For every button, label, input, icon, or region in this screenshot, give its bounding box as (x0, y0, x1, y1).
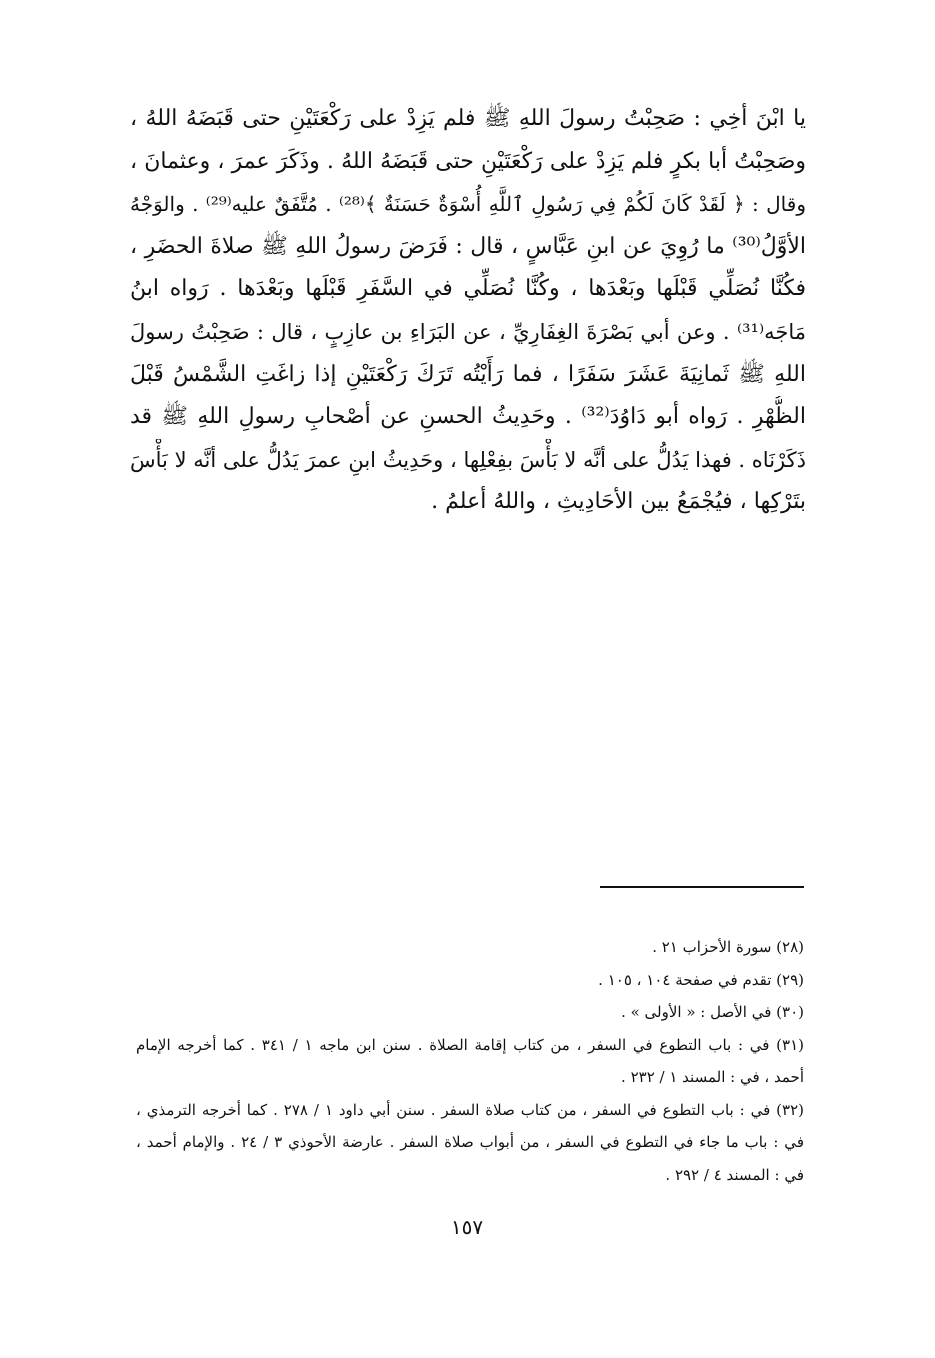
footnote-31-continued: أحمد ، في : المسند ١ / ٢٣٢ . (621, 1068, 804, 1086)
text-line: وقال : ﴿ لَقَدْ كَانَ لَكُمْ فِي رَسُولِ ٱللَّهِ أُسْوَةٌ حَسَنَةٌ ﴾⁽²⁸⁾ . مُتَّفَقٌ عليه⁽²⁹⁾ . والوَجْهُ (130, 192, 806, 217)
footnote-30: (٣٠) في الأصل : « الأولى » . (621, 1003, 804, 1021)
main-text (130, 98, 806, 524)
footnotes (136, 931, 804, 1191)
text-line: ذَكَرْنَاه . فهذا يَدُلُّ على أنَّه لا بَأْسَ بفِعْلِها ، وحَدِيثُ ابنِ عمرَ يَدُلُّ على أنَّه لا بَأْسَ (130, 447, 806, 472)
text-line: بتَرْكِها ، فيُجْمَعُ بين الأحَادِيثِ ، واللهُ أعلمُ . (431, 489, 806, 515)
text-line: مَاجَه⁽³¹⁾ . وعن أبي بَصْرَةَ الغِفَارِيِّ ، عن البَرَاءِ بن عازِبٍ ، قال : صَحِبْتُ رسولَ (130, 319, 806, 344)
text-line: فكُنَّا نُصَلِّي قَبْلَها وبَعْدَها ، وكُنَّا نُصَلِّي في السَّفَرِ قَبْلَها وبَعْدَها . رَواه ابنُ (130, 276, 806, 302)
footnote-29: (٢٩) تقدم في صفحة ١٠٤ ، ١٠٥ . (598, 970, 804, 989)
text-line: الأوَّلُ⁽³⁰⁾ ما رُوِيَ عن ابنِ عَبَّاسٍ ، قال : فَرَضَ رسولُ اللهِ ﷺ صلاةَ الحضَرِ ، (130, 233, 806, 259)
text-line: يا ابْنَ أخِي : صَحِبْتُ رسولَ اللهِ ﷺ فلم يَزِدْ على رَكْعَتَيْنِ حتى قَبَضَهُ اللهُ ، (130, 106, 806, 131)
footnote-28: (٢٨) سورة الأحزاب ٢١ . (652, 938, 804, 956)
text-line: الظُّهْرِ . رَواه أبو دَاوُدَ⁽³²⁾ . وحَدِيثُ الحسنِ عن أصْحابِ رسولِ اللهِ ﷺ قد (130, 404, 806, 430)
text-line: اللهِ ﷺ ثَمانِيَةَ عَشَرَ سَفَرًا ، فما رَأَيْتُه تَرَكَ رَكْعَتَيْنِ إذا زاغَتِ الشَّمْسُ قَبْلَ (130, 361, 806, 387)
footnote-31: (٣١) في : باب التطوع في السفر ، من كتاب إقامة الصلاة . سنن ابن ماجه ١ / ٣٤١ . كما أخرجه الإمام (136, 1035, 804, 1054)
text-line: وصَحِبْتُ أبا بكرٍ فلم يَزِدْ على رَكْعَتَيْنِ حتى قَبَضَهُ اللهُ . وذَكَرَ عمرَ ، وعثمانَ ، (130, 148, 806, 174)
footnote-32-end: في : المسند ٤ / ٢٩٢ . (665, 1165, 804, 1184)
footnote-32: (٣٢) في : باب التطوع في السفر ، من كتاب صلاة السفر . سنن أبي داود ١ / ٢٧٨ . كما أخرجه الترمذي ، (136, 1100, 804, 1119)
footnote-32-continued: في : باب ما جاء في التطوع في السفر ، من أبواب صلاة السفر . عارضة الأحوذي ٣ / ٢٤ . والإمام أحمد ، (136, 1133, 804, 1151)
footnote-separator (600, 886, 804, 888)
page-number: ١٥٧ (450, 1215, 484, 1239)
